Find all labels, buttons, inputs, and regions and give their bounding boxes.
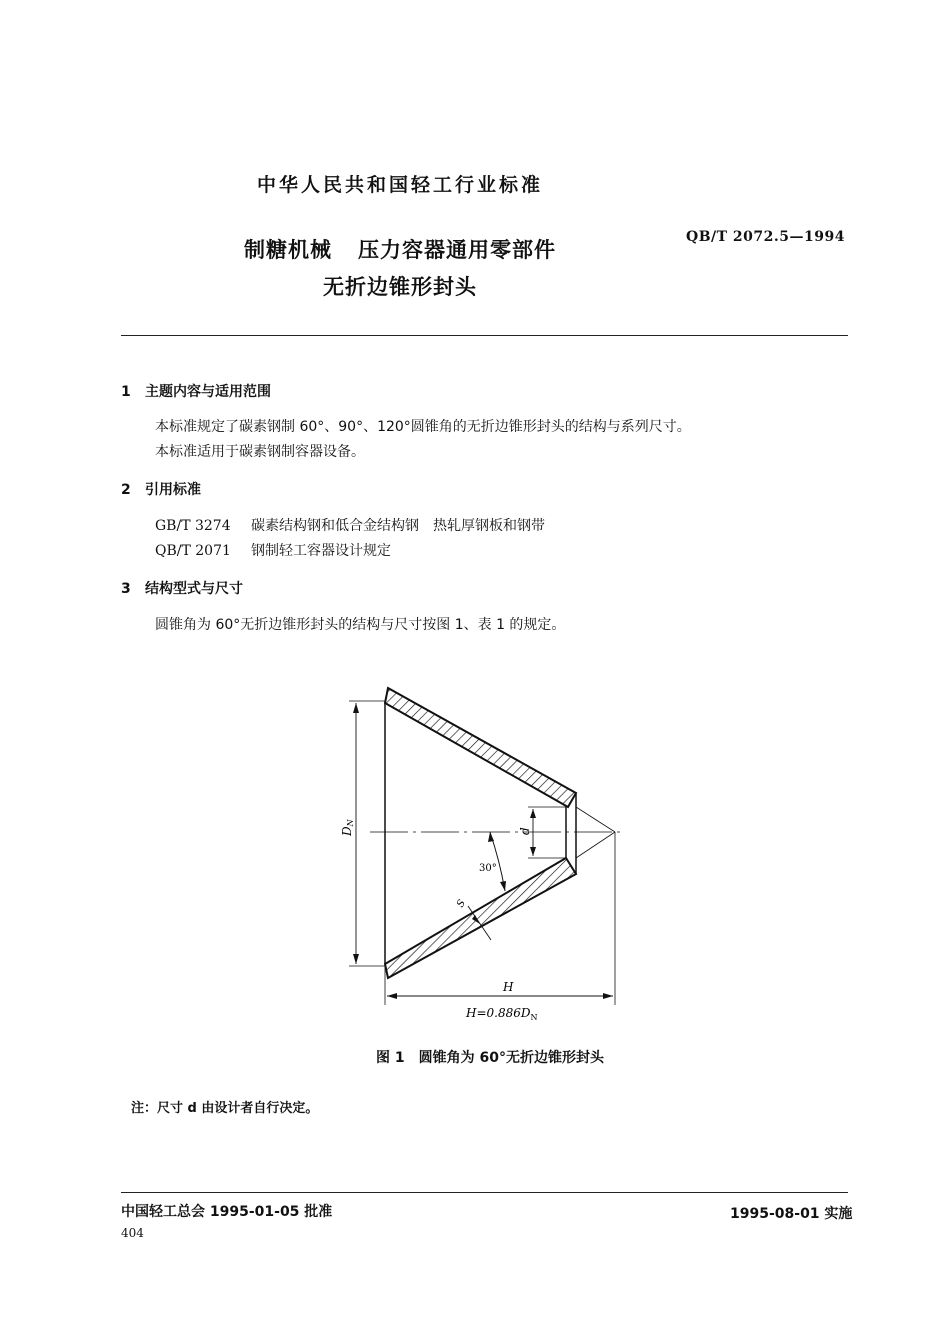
shell-lower-section <box>385 858 576 978</box>
section-3-number: 3 <box>121 581 131 597</box>
figure-note: 注：尺寸 d 由设计者自行决定。 <box>131 1101 319 1116</box>
d-arrow-bottom <box>530 847 536 856</box>
section-1-paragraph-1: 本标准规定了碳素钢制 60°、90°、120°圆锥角的无折边锥形封头的结构与系列尺寸。 <box>155 419 691 435</box>
dn-arrow-top <box>353 703 359 713</box>
section-3-paragraph-1: 圆锥角为 60°无折边锥形封头的结构与尺寸按图 1、表 1 的规定。 <box>155 617 566 633</box>
reference-2-code: QB/T 2071 <box>155 543 231 559</box>
dn-label: DN <box>340 819 355 836</box>
section-3-title: 结构型式与尺寸 <box>145 581 243 597</box>
implementation-date: 1995-08-01 实施 <box>730 1206 853 1222</box>
apex-line-lower <box>576 832 615 858</box>
section-1-title: 主题内容与适用范围 <box>145 384 271 400</box>
h-formula: $H=0.886D_N$ <box>466 1006 538 1022</box>
title-part1: 制糖机械 <box>244 238 332 262</box>
angle-label: 30° <box>479 863 497 874</box>
title-part2: 压力容器通用零部件 <box>358 238 556 262</box>
reference-2-title: 钢制轻工容器设计规定 <box>251 543 391 559</box>
h-label: H <box>503 980 514 994</box>
issuing-organization: 中华人民共和国轻工行业标准 <box>256 174 543 196</box>
s-label: S <box>455 898 469 910</box>
section-2-title: 引用标准 <box>145 482 201 498</box>
approval-date: 中国轻工总会 1995-01-05 批准 <box>121 1204 333 1220</box>
section-1-paragraph-2: 本标准适用于碳素钢制容器设备。 <box>155 444 365 460</box>
figure-caption-text: 圆锥角为 60°无折边锥形封头 <box>418 1050 604 1066</box>
figure-1-caption <box>0 1047 950 1067</box>
reference-1-title: 碳素结构钢和低合金结构钢 热轧厚钢板和钢带 <box>251 518 545 534</box>
page-number: 404 <box>121 1226 144 1240</box>
standard-code: QB/T 2072.5—1994 <box>686 229 845 245</box>
section-1-number: 1 <box>121 384 131 400</box>
h-arrow-right <box>603 993 613 999</box>
figure-caption-number: 图 1 <box>376 1050 405 1066</box>
section-2-number: 2 <box>121 482 131 498</box>
reference-1-code: GB/T 3274 <box>155 518 231 534</box>
document-title-line2: 无折边锥形封头 <box>323 275 477 299</box>
angle-arrow-bottom <box>500 881 506 891</box>
h-arrow-left <box>387 993 397 999</box>
shell-upper-section <box>385 688 576 807</box>
footer-divider <box>121 1192 848 1193</box>
d-arrow-top <box>530 809 536 818</box>
d-label: d <box>518 827 532 835</box>
apex-line-upper <box>576 807 615 832</box>
dn-arrow-bottom <box>353 954 359 964</box>
